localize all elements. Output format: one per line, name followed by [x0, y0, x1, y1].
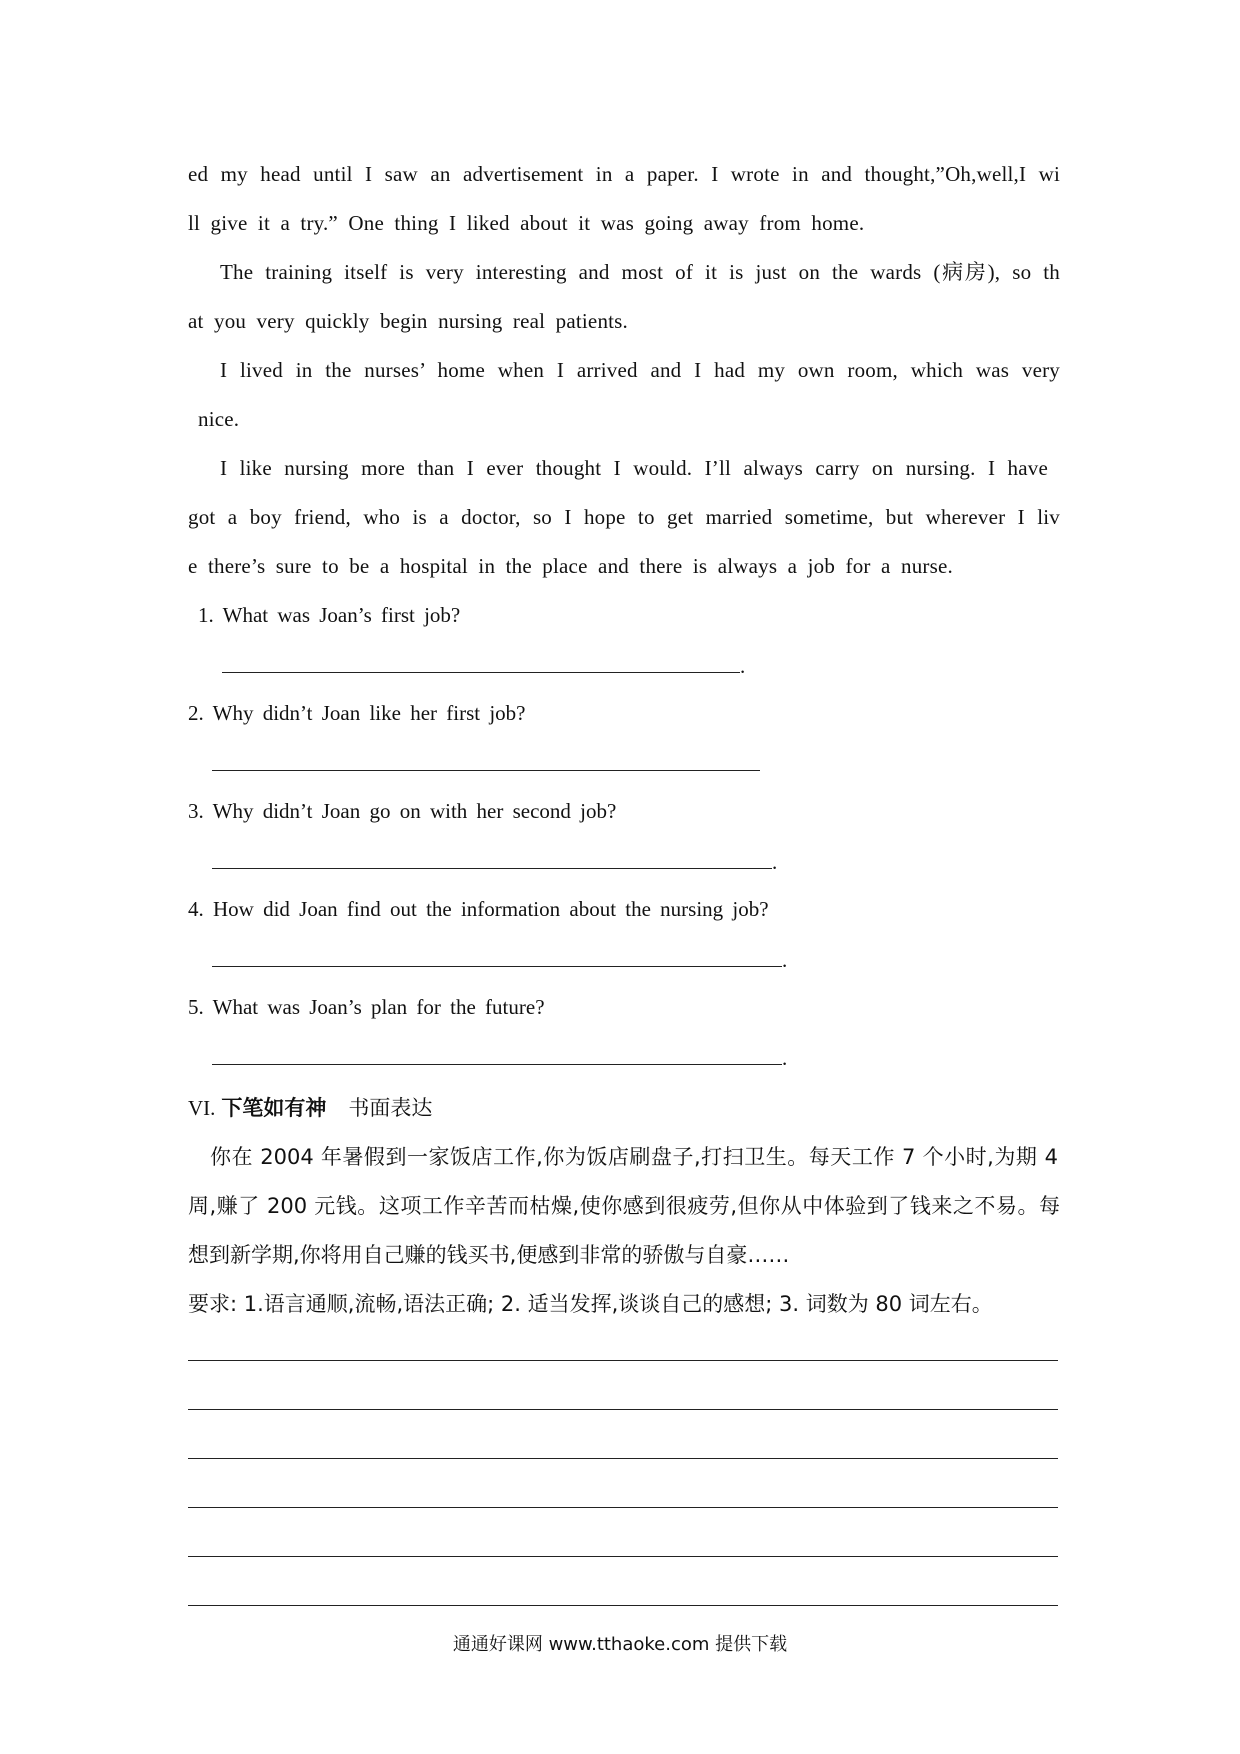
passage-line: The training itself is very interesting and most of it is just on the wards (病房), so th — [220, 260, 1060, 284]
passage-line: nice. — [198, 407, 240, 431]
requirements-text: 要求: 1.语言通顺,流畅,语法正确; 2. 适当发挥,谈谈自己的感想; 3. 词数为 80 词左右。 — [188, 1292, 993, 1316]
answer-blank-5[interactable] — [212, 1064, 782, 1065]
answer-blank-2[interactable] — [212, 770, 760, 771]
answer-blank-4[interactable] — [212, 966, 782, 967]
passage-line: I like nursing more than I ever thought I would. I’ll always carry on nursing. I have — [220, 456, 1048, 480]
answer-blank-5-period: . — [782, 1046, 788, 1070]
question-4: 4. How did Joan find out the information about the nursing job? — [188, 897, 769, 921]
writing-line[interactable] — [188, 1507, 1058, 1508]
prompt-line: 周,赚了 200 元钱。这项工作辛苦而枯燥,使你感到很疲劳,但你从中体验到了钱来之不易。每 — [188, 1194, 1060, 1218]
page-footer: 通通好课网 www.tthaoke.com 提供下载 — [452, 1634, 788, 1655]
writing-line[interactable] — [188, 1605, 1058, 1606]
passage-line: ll give it a try.” One thing I liked about it was going away from home. — [188, 211, 865, 235]
passage-line: e there’s sure to be a hospital in the place and there is always a job for a nurse. — [188, 554, 953, 578]
answer-blank-4-period: . — [782, 948, 788, 972]
section-title: 下笔如有神 — [221, 1096, 327, 1120]
passage-line: I lived in the nurses’ home when I arrived and I had my own room, which was very — [220, 358, 1060, 382]
passage-line: ed my head until I saw an advertisement in a paper. I wrote in and thought,”Oh,well,I wi — [188, 162, 1060, 186]
passage-line: at you very quickly begin nursing real patients. — [188, 309, 629, 333]
question-5: 5. What was Joan’s plan for the future? — [188, 995, 545, 1019]
writing-line[interactable] — [188, 1556, 1058, 1557]
answer-blank-3[interactable] — [212, 868, 772, 869]
passage-line: got a boy friend, who is a doctor, so I hope to get married sometime, but wherever I liv — [188, 505, 1060, 529]
writing-line[interactable] — [188, 1360, 1058, 1361]
section-number: VI. — [188, 1096, 216, 1120]
section-heading — [188, 1093, 432, 1123]
writing-line[interactable] — [188, 1409, 1058, 1410]
question-2: 2. Why didn’t Joan like her first job? — [188, 701, 526, 725]
question-1: 1. What was Joan’s first job? — [198, 603, 461, 627]
prompt-line: 想到新学期,你将用自己赚的钱买书,便感到非常的骄傲与自豪…… — [188, 1243, 790, 1267]
question-3: 3. Why didn’t Joan go on with her second job? — [188, 799, 617, 823]
section-subtitle: 书面表达 — [348, 1096, 433, 1120]
writing-line[interactable] — [188, 1458, 1058, 1459]
prompt-line: 你在 2004 年暑假到一家饭店工作,你为饭店刷盘子,打扫卫生。每天工作 7 个小时,为期 4 — [210, 1145, 1058, 1169]
answer-blank-1[interactable] — [222, 672, 740, 673]
answer-blank-3-period: . — [772, 850, 778, 874]
answer-blank-1-period: . — [740, 654, 746, 678]
